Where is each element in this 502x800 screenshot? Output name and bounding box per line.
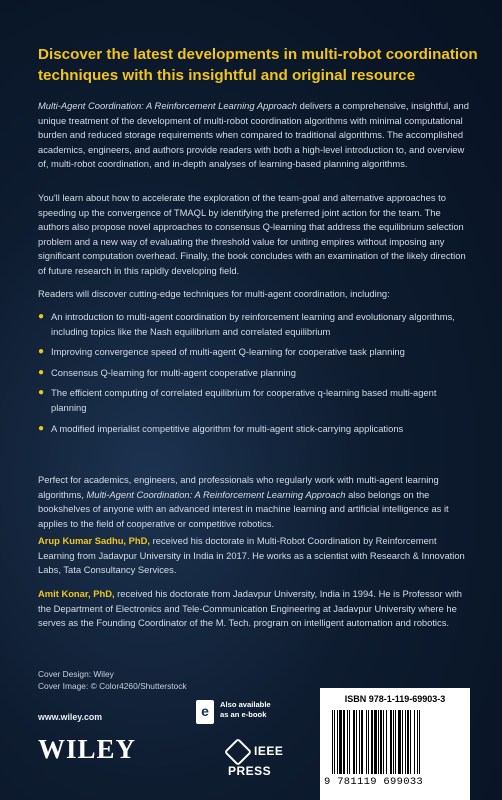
book-title: Multi-Agent Coordination: A Reinforcement Learning Approach <box>38 100 297 111</box>
list-item: ● An introduction to multi-agent coordination by reinforcement learning and evolutionary algorithms, including topics like the Nash equilibrium and correlated equilibrium <box>38 311 455 337</box>
ieee-diamond-icon <box>224 738 252 766</box>
author-2-name: Amit Konar, PhD, <box>38 588 115 599</box>
ebook-badge <box>196 698 286 738</box>
ieee-press-logo: IEEE PRESS <box>228 742 308 780</box>
barcode <box>332 710 458 774</box>
list-item: ● The efficient computing of correlated equilibrium for cooperative q-learning based multi-agent planning <box>38 387 437 413</box>
publisher-url[interactable]: www.wiley.com <box>38 712 103 722</box>
cover-credits <box>38 668 187 692</box>
author-2-bio: Amit Konar, PhD, received his doctorate from Jadavpur University, India in 1994. He is Professor with the Department of Electronics and Tele-Communication Engineering at Jadavpur University where he serves as the Founding Coordinator of the M. Tech. program on intelligent automation and robotics. <box>38 588 462 629</box>
barcode-panel <box>320 688 470 800</box>
feature-list <box>38 310 470 442</box>
headline: Discover the latest developments in multi-robot coordination techniques with this insightful and original resource <box>38 46 478 84</box>
author-1-name: Arup Kumar Sadhu, PhD, <box>38 535 150 546</box>
list-item: ● A modified imperialist competitive algorithm for multi-agent stick-carrying applications <box>38 422 470 437</box>
list-item: ● Improving convergence speed of multi-agent Q-learning for cooperative task planning <box>38 345 470 360</box>
paragraph-2: You'll learn about how to accelerate the exploration of the team-goal and alternative approaches to speeding up the convergence of TMAQL by identifying the preferred joint action for the team. The authors also propose novel approaches to consensus Q-learning that address the equilibrium selection problem and a new way of evaluating the threshold value for uniting empires without imposing any significant computation overhead. Finally, the book concludes with an examination of the likely direction of future research in this rapidly developing field. <box>38 192 466 276</box>
author-1-bio: Arup Kumar Sadhu, PhD, received his doctorate in Multi-Robot Coordination by Reinforcement Learning from Jadavpur University in India in 2017. He works as a scientist with Research & Innovation Labs, Tata Consultancy Services. <box>38 535 465 576</box>
ebook-icon: e <box>196 700 214 724</box>
wiley-logo: WILEY <box>38 734 137 764</box>
paragraph-4: Perfect for academics, engineers, and professionals who regularly work with multi-agent learning algorithms, Multi-Agent Coordination: A Reinforcement Learning Approach also belongs on the bookshelves of anyone with an advanced interest in machine learning and artificial intelligence as it applies to the field of cooperative or competitive robotics. <box>38 474 449 529</box>
intro-paragraph: Multi-Agent Coordination: A Reinforcement Learning Approach delivers a comprehensive, insightful, and unique treatment of the development of multi-robot coordination algorithms with minimal computational burden and reduced storage requirements when compared to traditional algorithms. The accomplished academics, engineers, and authors provide readers with both a high-level introduction to, and overview of, multi-robot coordination, and in-depth analyses of learning-based planning algorithms. <box>38 100 469 170</box>
list-item: ● Consensus Q-learning for multi-agent cooperative planning <box>38 366 470 381</box>
ebook-text: Also available as an e-book <box>220 700 271 719</box>
bullet-icon: ● <box>38 346 45 358</box>
isbn: ISBN 978-1-119-69903-3 <box>344 694 446 704</box>
cover-image-credit: Cover Image: © Color4260/Shutterstock <box>38 681 187 691</box>
bullet-icon: ● <box>38 387 45 399</box>
paragraph-3: Readers will discover cutting-edge techniques for multi-agent coordination, including: <box>38 288 390 299</box>
barcode-digits: 9 781119 699033 <box>324 776 424 788</box>
bullet-icon: ● <box>38 366 45 378</box>
bullet-icon: ● <box>38 311 45 322</box>
cover-design-credit: Cover Design: Wiley <box>38 669 114 679</box>
bullet-icon: ● <box>38 422 45 434</box>
